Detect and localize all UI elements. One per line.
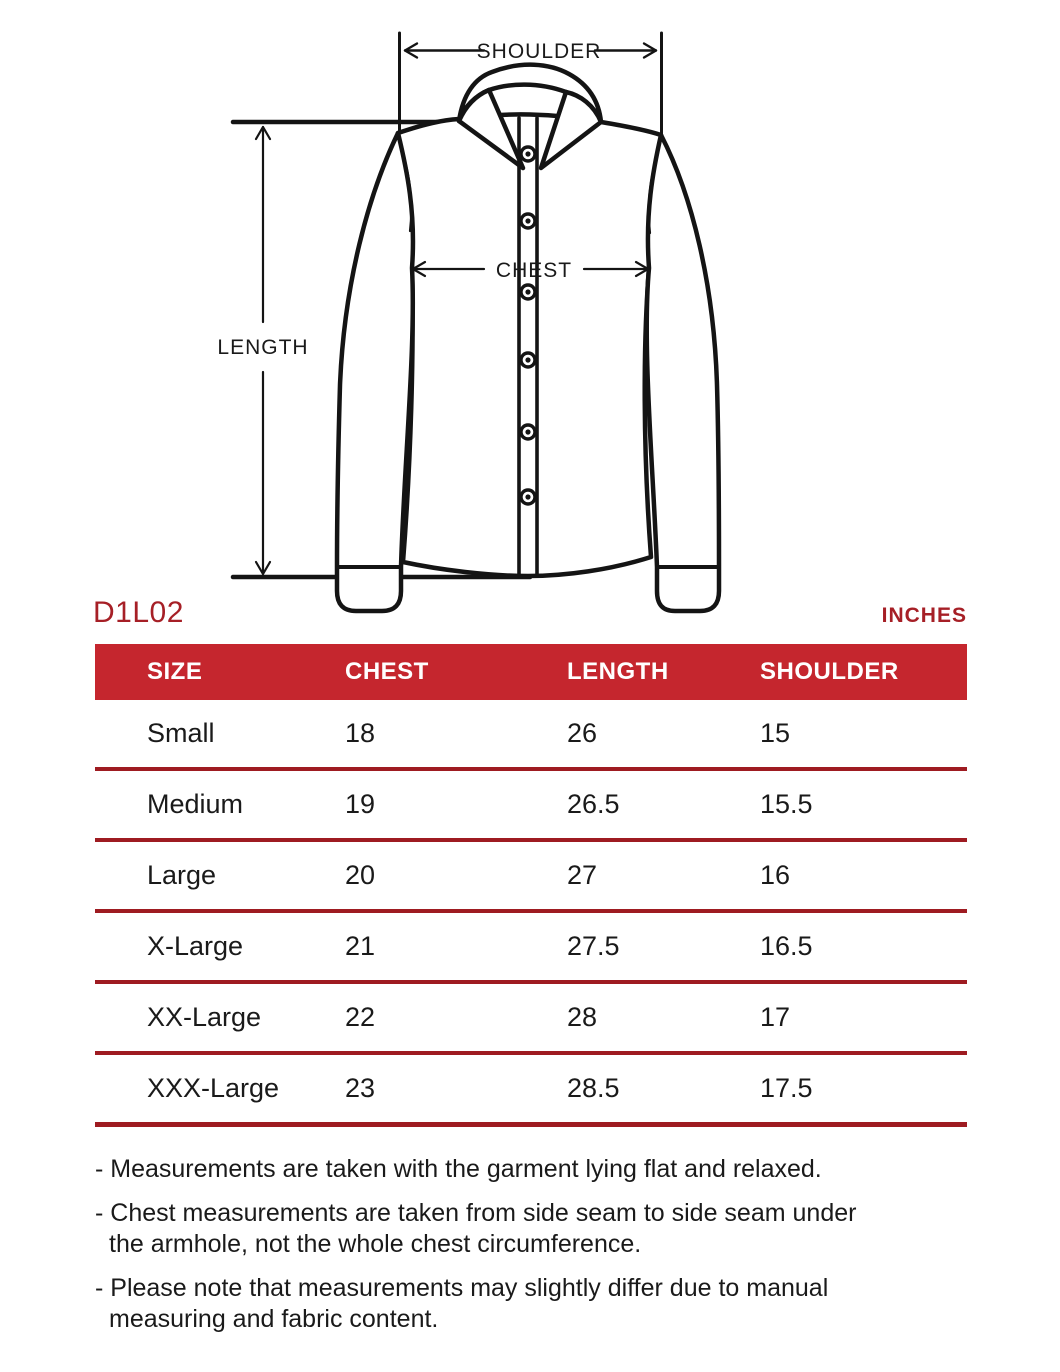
length-cell: 26 bbox=[567, 718, 598, 748]
note-flat-measurement bbox=[95, 1154, 985, 1185]
shoulder-cell: 17.5 bbox=[760, 1073, 813, 1103]
table-row bbox=[95, 913, 967, 984]
note-line: measuring and fabric content. bbox=[109, 1305, 439, 1333]
table-row bbox=[95, 771, 967, 842]
left-sleeve bbox=[337, 133, 413, 611]
table-row bbox=[95, 700, 967, 771]
column-header-shoulder: SHOULDER bbox=[760, 658, 899, 685]
length-cell: 26.5 bbox=[567, 789, 620, 819]
length-cell: 27.5 bbox=[567, 931, 620, 961]
length-cell: 28.5 bbox=[567, 1073, 620, 1103]
size-chart-table bbox=[95, 644, 967, 1127]
note-chest-measurement bbox=[95, 1198, 985, 1260]
shirt-measurement-diagram bbox=[0, 0, 1060, 648]
shoulder-cell: 16 bbox=[760, 860, 791, 890]
shoulder-cell: 16.5 bbox=[760, 931, 813, 961]
units-label: INCHES bbox=[881, 604, 967, 627]
note-manual-measuring bbox=[95, 1273, 985, 1335]
chest-cell: 18 bbox=[345, 718, 376, 748]
note-line: - Please note that measurements may slightly differ due to manual bbox=[95, 1274, 829, 1302]
table-row bbox=[95, 1055, 967, 1127]
table-row bbox=[95, 842, 967, 913]
chest-cell: 19 bbox=[345, 789, 376, 819]
length-cell: 27 bbox=[567, 860, 598, 890]
size-cell: XX-Large bbox=[147, 1002, 262, 1032]
note-line: - Measurements are taken with the garment lying flat and relaxed. bbox=[95, 1155, 822, 1183]
size-cell: X-Large bbox=[147, 931, 244, 961]
shoulder-cell: 15 bbox=[760, 718, 791, 748]
length-label: LENGTH bbox=[217, 336, 309, 359]
table-row bbox=[95, 984, 967, 1055]
column-header-length: LENGTH bbox=[567, 658, 669, 685]
shoulder-cell: 15.5 bbox=[760, 789, 813, 819]
shirt-body bbox=[398, 114, 661, 576]
note-line: - Chest measurements are taken from side seam to side seam under bbox=[95, 1199, 857, 1227]
size-cell: Medium bbox=[147, 789, 244, 819]
size-cell: XXX-Large bbox=[147, 1073, 280, 1103]
shoulder-label: SHOULDER bbox=[476, 40, 602, 63]
length-cell: 28 bbox=[567, 1002, 598, 1032]
chest-label: CHEST bbox=[495, 259, 573, 282]
product-code: D1L02 bbox=[93, 596, 184, 629]
right-sleeve bbox=[647, 135, 719, 611]
chest-cell: 21 bbox=[345, 931, 376, 961]
shoulder-cell: 17 bbox=[760, 1002, 791, 1032]
table-header-row bbox=[95, 644, 967, 700]
size-cell: Large bbox=[147, 860, 217, 890]
measurement-notes bbox=[95, 1154, 985, 1348]
chest-cell: 22 bbox=[345, 1002, 376, 1032]
chest-cell: 23 bbox=[345, 1073, 376, 1103]
size-cell: Small bbox=[147, 718, 215, 748]
column-header-chest: CHEST bbox=[345, 658, 429, 685]
chest-cell: 20 bbox=[345, 860, 376, 890]
note-line: the armhole, not the whole chest circumference. bbox=[109, 1230, 642, 1258]
column-header-size: SIZE bbox=[147, 658, 203, 685]
